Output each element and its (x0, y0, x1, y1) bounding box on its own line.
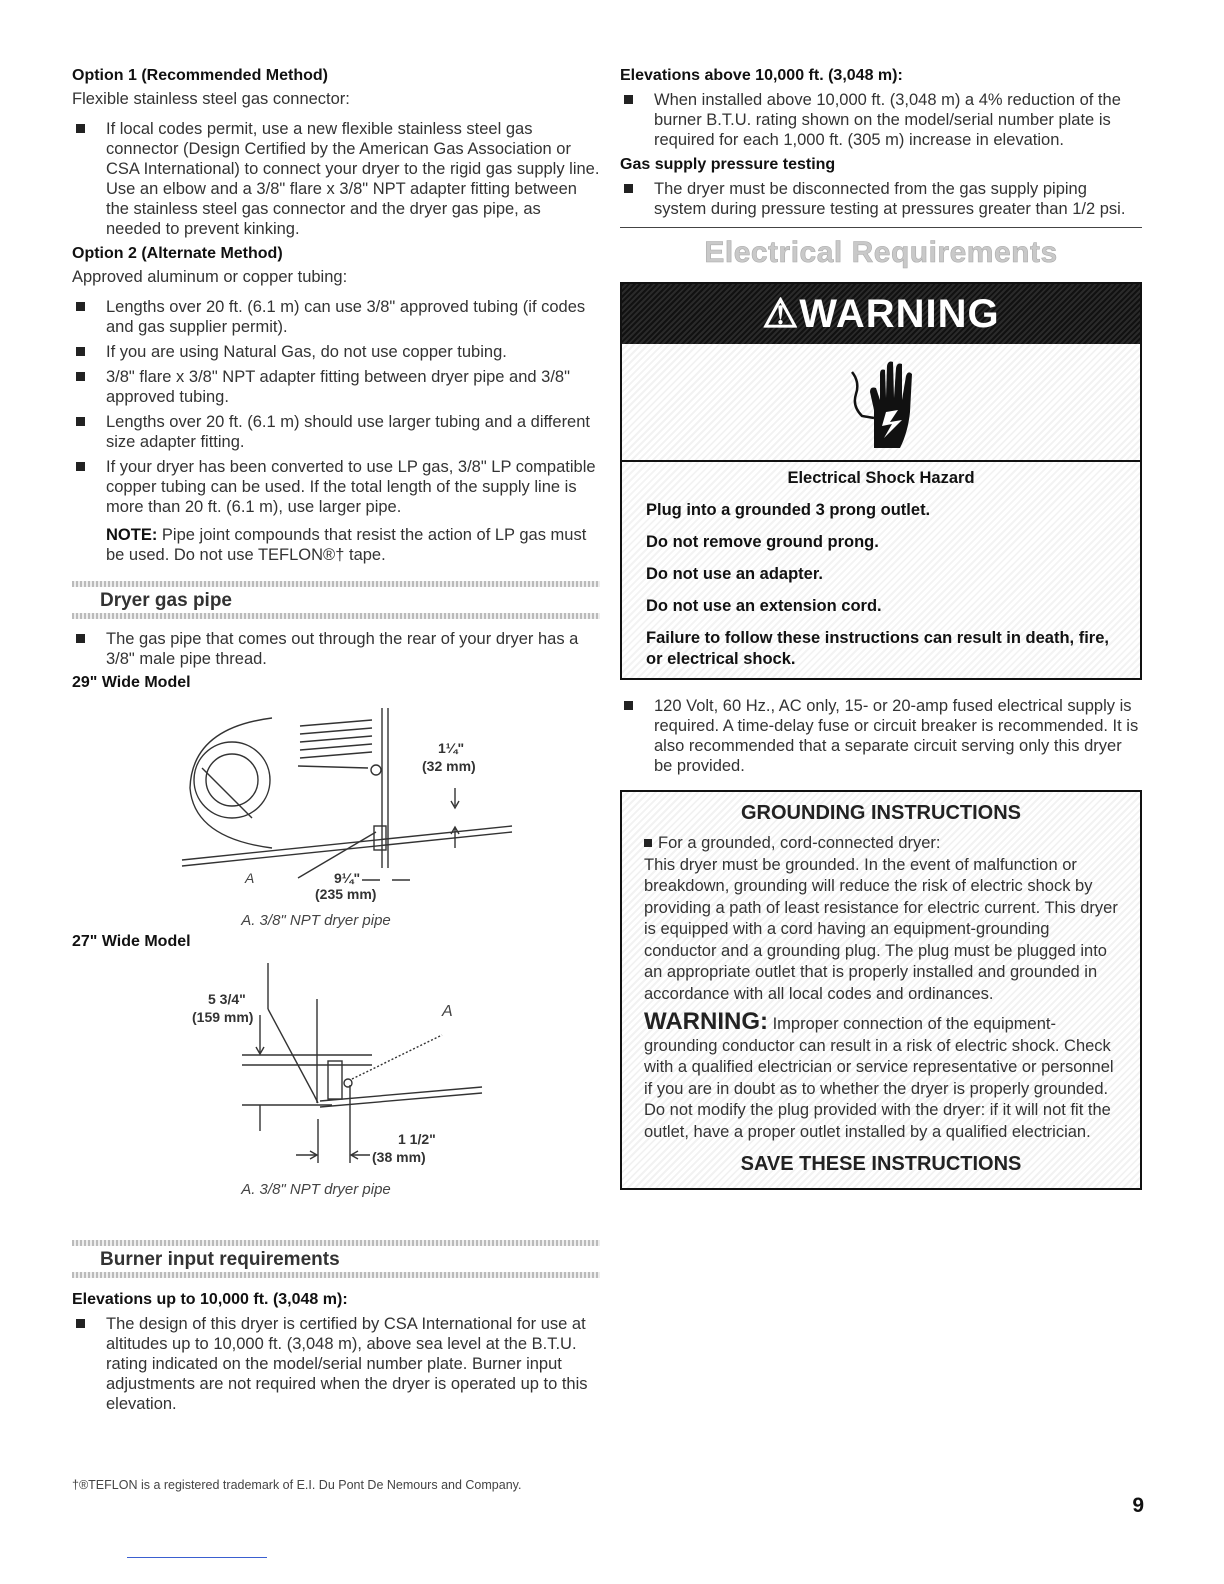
dim-159mm: (159 mm) (192, 1009, 254, 1025)
page-number: 9 (1132, 1494, 1144, 1517)
note (72, 525, 600, 565)
warning-icon-area (622, 344, 1140, 462)
electric-shock-hand-icon (846, 352, 926, 452)
list-item: 120 Volt, 60 Hz., AC only, 15- or 20-amp fused electrical supply is required. A time-delay fuse or circuit breaker is recommended. It is also recommended that a separate circuit serving only this dryer be provided. (620, 696, 1142, 776)
list-item: When installed above 10,000 ft. (3,048 m) a 4% reduction of the burner B.T.U. rating shown on the model/serial number plate is required for each 1,000 ft. (305 m) increase in elevation. (620, 90, 1142, 150)
diagram-27-wide (72, 955, 600, 1181)
supply-list (620, 696, 1142, 776)
note-label: NOTE: (106, 526, 158, 544)
square-bullet-icon (644, 839, 652, 847)
list-item: The design of this dryer is certified by CSA International for use at altitudes up to 10,000 ft. (3,048 m), above sea level at the B.T.U. rating indicated on the model/serial number plate. Burner input adjustments are not required when the dryer is operated up to this elevation. (72, 1314, 600, 1414)
diagram-29-caption: A. 3/8" NPT dryer pipe (241, 912, 391, 929)
pressure-list (620, 179, 1142, 219)
dim-1-1-2: 1 1/2" (398, 1131, 436, 1147)
dim-1-1-4: 1¼" (438, 740, 465, 756)
divider (620, 227, 1142, 228)
grounding-title: GROUNDING INSTRUCTIONS (741, 802, 1021, 824)
footnote: †®TEFLON is a registered trademark of E.I. Du Pont De Nemours and Company. (72, 1478, 522, 1492)
grounding-warning-label: WARNING: (644, 1008, 768, 1035)
burner-section-header (72, 1240, 600, 1278)
list-item: If your dryer has been converted to use LP gas, 3/8" LP compatible copper tubing can be used. If the total length of the supply line is more than 20 ft. (6.1 m), use larger pipe. (72, 457, 600, 517)
dim-9-1-4: 9¼" (334, 870, 361, 886)
option2-heading: Option 2 (Alternate Method) (72, 245, 283, 262)
section-title: Burner input requirements (100, 1249, 340, 1270)
list-item: Lengths over 20 ft. (6.1 m) can use 3/8" approved tubing (if codes and gas supplier permit). (72, 297, 600, 337)
right-column (620, 66, 1142, 1190)
list-item: The gas pipe that comes out through the rear of your dryer has a 3/8" male pipe thread. (72, 629, 600, 669)
hazard-title: Electrical Shock Hazard (787, 469, 975, 487)
electrical-requirements-title: Electrical Requirements (704, 236, 1058, 269)
diagram-29-wide (72, 698, 600, 912)
dim-38mm: (38 mm) (372, 1149, 426, 1165)
warning-line: Failure to follow these instructions can result in death, fire, or electrical shock. (646, 629, 1109, 668)
list-item: 3/8" flare x 3/8" NPT adapter fitting between dryer pipe and 3/8" approved tubing. (72, 367, 600, 407)
warning-body (622, 462, 1140, 678)
left-column (72, 66, 600, 1419)
model-27-label: 27" Wide Model (72, 933, 191, 950)
list-item: If you are using Natural Gas, do not use copper tubing. (72, 342, 600, 362)
label-a: A (442, 1003, 453, 1020)
warning-line: Do not remove ground prong. (646, 533, 879, 551)
warning-line: Do not use an extension cord. (646, 597, 882, 615)
dryer-gas-pipe-section-header (72, 581, 600, 619)
warning-line: Plug into a grounded 3 prong outlet. (646, 501, 931, 519)
diagram-27-svg (72, 955, 600, 1181)
list-item: The dryer must be disconnected from the gas supply piping system during pressure testing at pressures greater than 1/2 psi. (620, 179, 1142, 219)
option2-subheading: Approved aluminum or copper tubing: (72, 268, 348, 286)
elevations-up-heading: Elevations up to 10,000 ft. (3,048 m): (72, 1291, 348, 1308)
list-item: Lengths over 20 ft. (6.1 m) should use larger tubing and a different size adapter fitting. (72, 412, 600, 452)
grounding-box (620, 790, 1142, 1190)
list-item: If local codes permit, use a new flexible stainless steel gas connector (Design Certified by the American Gas Association or CSA International) to connect your dryer to the rigid gas supply line. Use an elbow and a 3/8" flare x 3/8" NPT adapter fitting between the stainless steel gas connector and the dryer gas pipe, as needed to prevent kinking. (72, 119, 600, 239)
diagram-27-caption: A. 3/8" NPT dryer pipe (241, 1181, 391, 1198)
elevations-above-list (620, 90, 1142, 150)
section-title: Dryer gas pipe (100, 590, 232, 611)
option1-subheading: Flexible stainless steel gas connector: (72, 90, 350, 108)
model-29-label: 29" Wide Model (72, 674, 191, 691)
warning-triangle-icon: ⚠ (762, 292, 800, 336)
warning-label: WARNING (799, 292, 1000, 336)
dim-5-3-4: 5 3/4" (208, 991, 246, 1007)
grounding-warning-text: Improper connection of the equipment-grounding conductor can result in a risk of electric shock. Check with a qualified electrician or service representative or personnel if you are in doubt as to whether the dryer is properly grounded. Do not modify the plug provided with the dryer: if it will not fit the outlet, have a proper outlet installed by a qualified electrician. (644, 1015, 1114, 1141)
elevations-above-heading: Elevations above 10,000 ft. (3,048 m): (620, 67, 903, 84)
grounding-body: This dryer must be grounded. In the event of malfunction or breakdown, grounding will reduce the risk of electric shock by providing a path of least resistance for electric current. This dryer is equipped with a cord having an equipment-grounding conductor and a grounding plug. The plug must be plugged into an appropriate outlet that is properly installed and grounded in accordance with all local codes and ordinances. (644, 855, 1118, 1003)
grounding-bullet-text: For a grounded, cord-connected dryer: (658, 834, 941, 852)
option2-list (72, 297, 600, 517)
option1-heading: Option 1 (Recommended Method) (72, 67, 328, 84)
save-instructions: SAVE THESE INSTRUCTIONS (740, 1153, 1022, 1175)
warning-box (620, 282, 1142, 680)
warning-line: Do not use an adapter. (646, 565, 823, 583)
note-text: Pipe joint compounds that resist the action of LP gas must be used. Do not use TEFLON®† tape. (106, 526, 587, 564)
label-a: A (245, 870, 255, 886)
option1-list (72, 119, 600, 239)
pressure-heading: Gas supply pressure testing (620, 156, 836, 173)
warning-header (622, 284, 1140, 344)
dim-32mm: (32 mm) (422, 758, 476, 774)
grounding-warning (644, 1008, 1118, 1143)
grounding-bullet (644, 833, 1118, 855)
burner-list (72, 1314, 600, 1414)
dim-235mm: (235 mm) (315, 886, 377, 902)
bottom-rule (127, 1557, 267, 1558)
dryer-gas-pipe-list (72, 629, 600, 669)
